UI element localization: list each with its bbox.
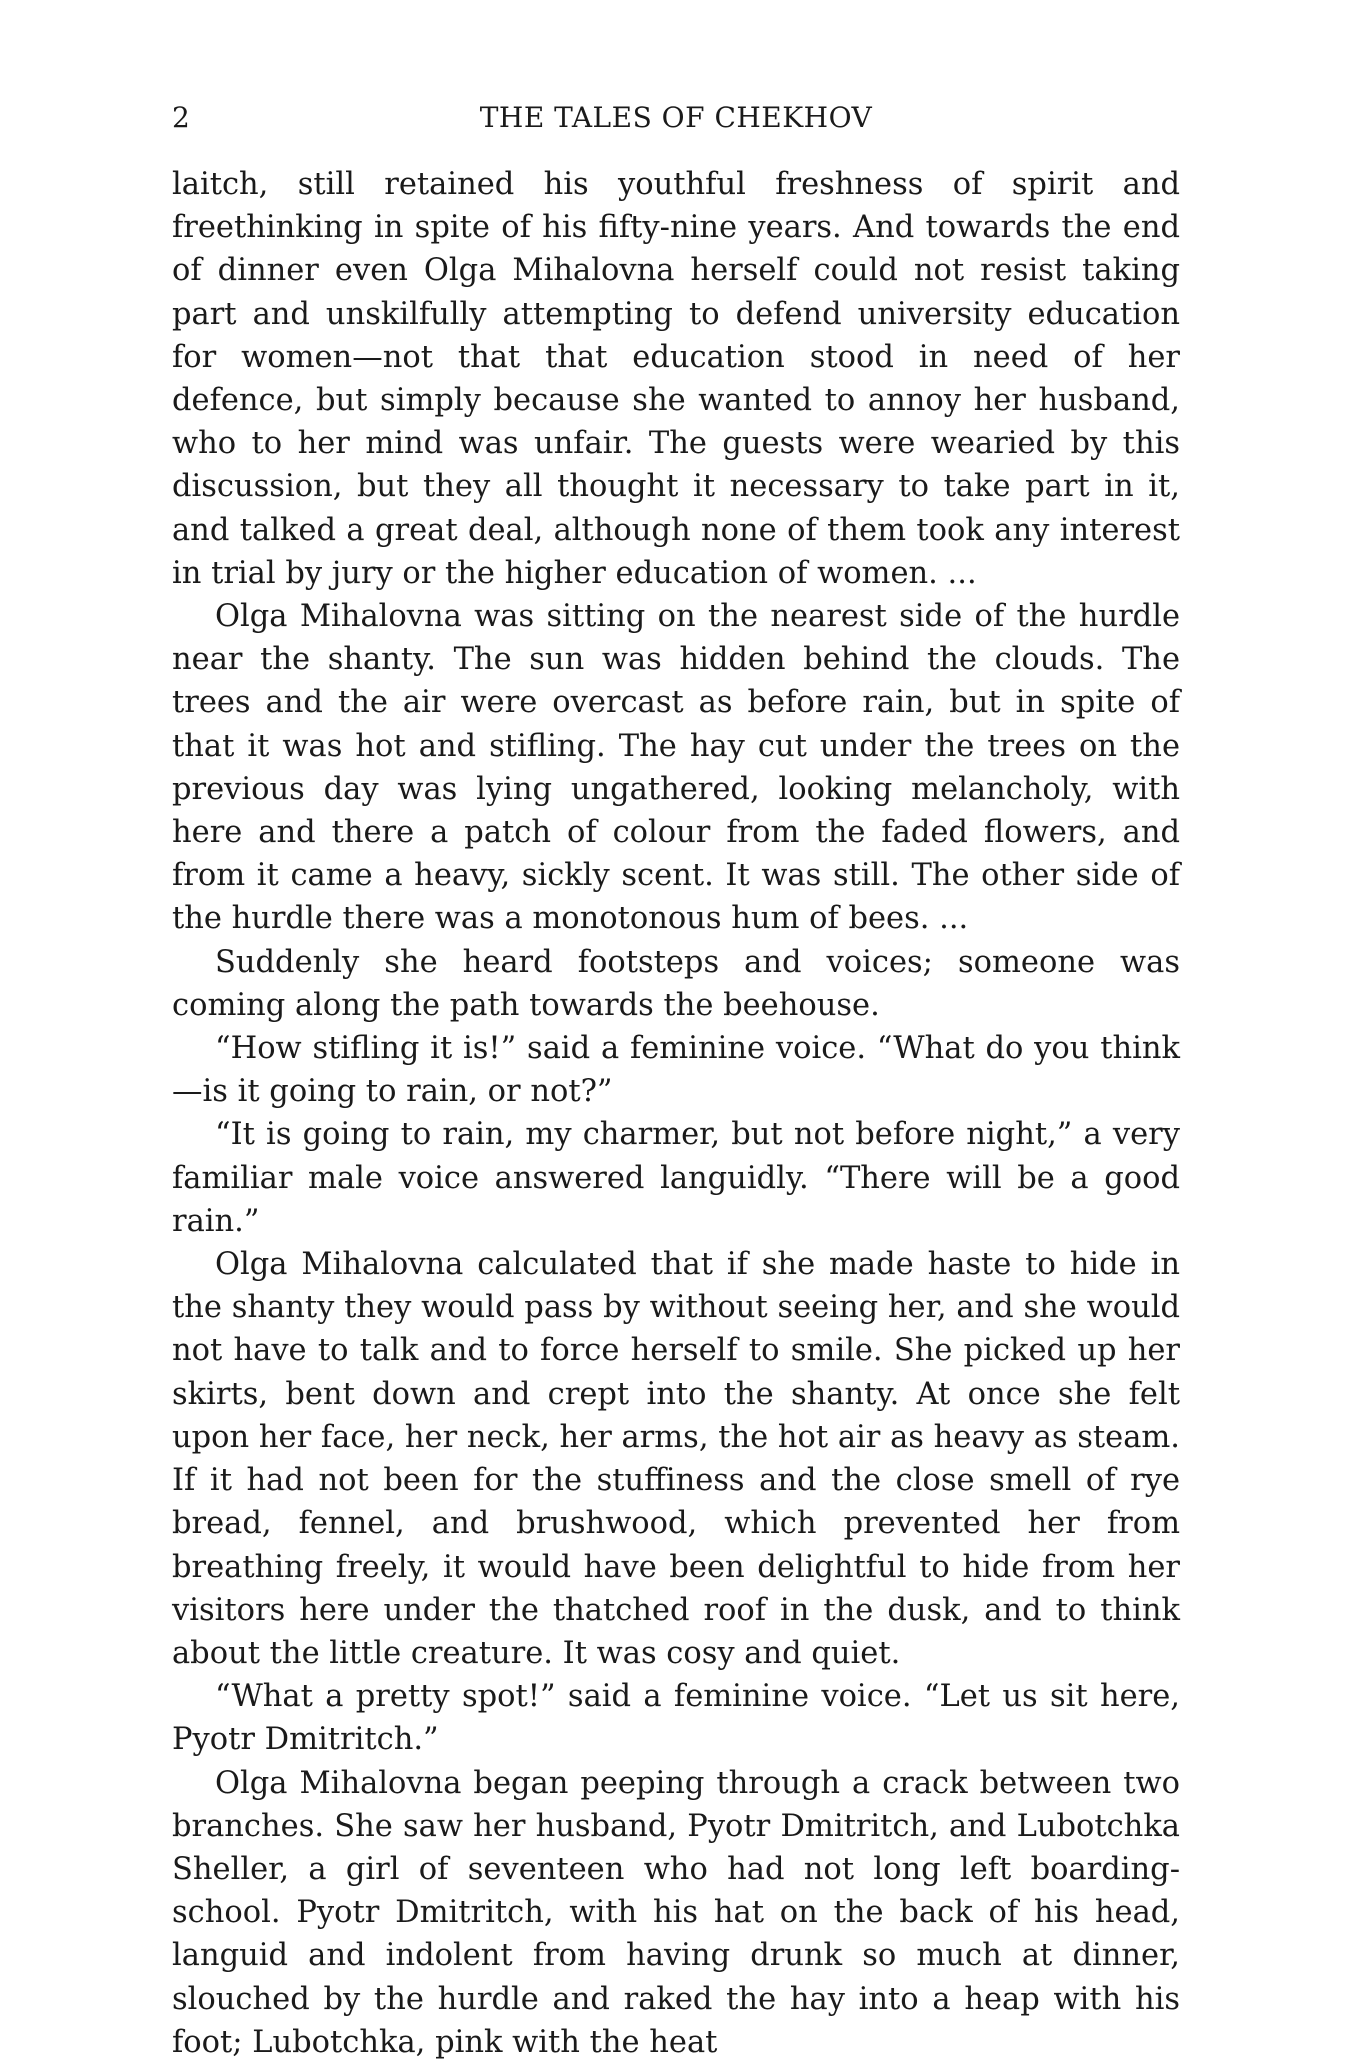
body-text	[172, 163, 1180, 2064]
paragraph: Olga Mihalovna began peeping through a crack between two branches. She saw her husband, Pyotr Dmitritch, and Lubotchka Sheller, a girl of seventeen who had not long left boarding-school. Pyotr Dmitritch, with his hat on the back of his head, languid and indolent from having drunk so much at dinner, slouched by the hurdle and raked the hay into a heap with his foot; Lubotchka, pink with the heat	[172, 1765, 1180, 2060]
paragraph: Olga Mihalovna was sitting on the nearest side of the hurdle near the shanty. The sun was hidden behind the clouds. The trees and the air were overcast as before rain, but in spite of that it was hot and stifling. The hay cut under the trees on the previous day was lying ungathered, looking melancholy, with here and there a patch of colour from the faded flowers, and from it came a heavy, sickly scent. It was still. The other side of the hurdle there was a monotonous hum of bees. ...	[172, 599, 1180, 937]
running-head	[172, 96, 1180, 140]
paragraph-continued: laitch, still retained his youthful freshness of spirit and freethinking in spite of his fifty-nine years. And towards the end of dinner even Olga Mihalovna herself could not resist taking part and unskilfully attempting to defend university education for women—not that that education stood in need of her defence, but simply because she wanted to annoy her husband, who to her mind was unfair. The guests were wearied by this discussion, but they all thought it necessary to take part in it, and talked a great deal, although none of them took any interest in trial by jury or the higher education of women. ...	[172, 167, 1180, 591]
paragraph: Olga Mihalovna calculated that if she made haste to hide in the shanty they would pass by without seeing her, and she would not have to talk and to force herself to smile. She picked up her skirts, bent down and crept into the shanty. At once she felt upon her face, her neck, her arms, the hot air as heavy as steam. If it had not been for the stuffiness and the close smell of rye bread, fennel, and brushwood, which prevented her from breathing freely, it would have been delightful to hide from her visitors here under the thatched roof in the dusk, and to think about the little creature. It was cosy and quiet.	[172, 1247, 1180, 1671]
paragraph: “It is going to rain, my charmer, but not before night,” a very familiar male voice answered languidly. “There will be a good rain.”	[172, 1117, 1180, 1239]
paragraph: Suddenly she heard footsteps and voices; someone was coming along the path towards the beehouse.	[172, 944, 1180, 1023]
page-number: 2	[172, 101, 190, 134]
running-title: THE TALES OF CHEKHOV	[479, 101, 873, 134]
paragraph: “How stifling it is!” said a feminine voice. “What do you think—is it going to rain, or not?”	[172, 1031, 1180, 1110]
paragraph: “What a pretty spot!” said a feminine voice. “Let us sit here, Pyotr Dmitritch.”	[172, 1679, 1180, 1758]
